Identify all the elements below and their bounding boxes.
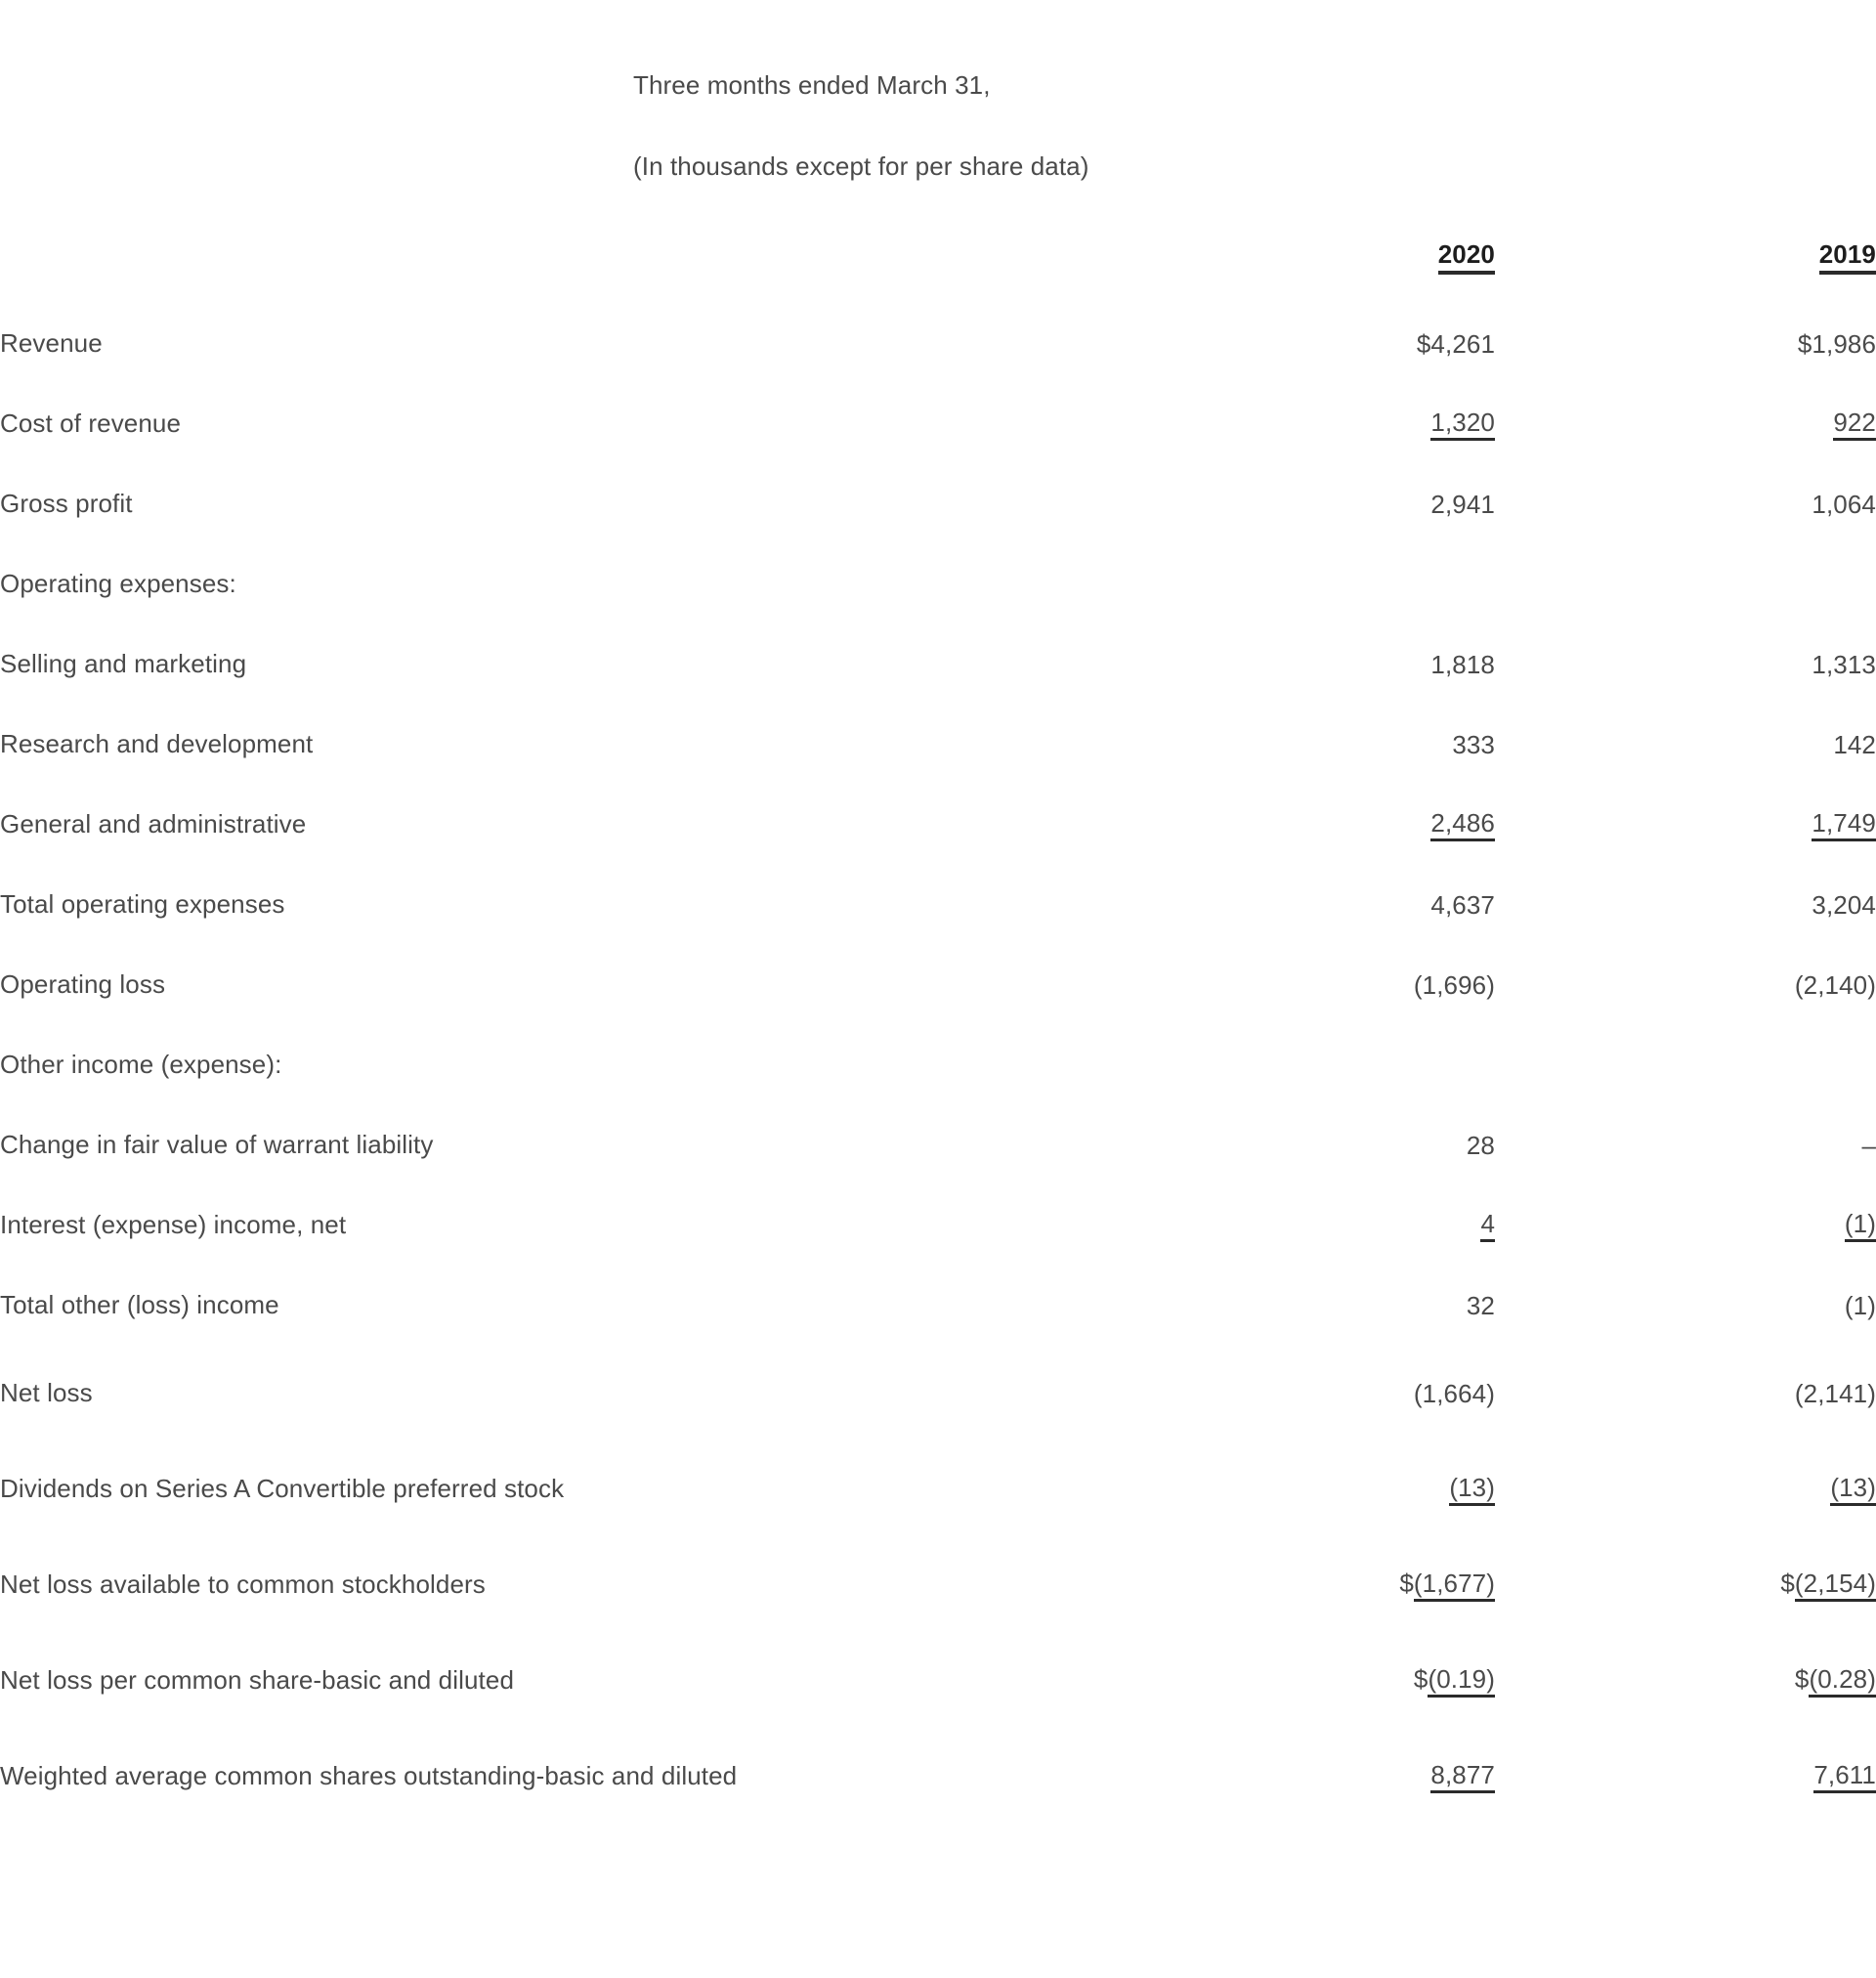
row-value-2020 bbox=[987, 705, 1495, 785]
row-value-2019 bbox=[1495, 1346, 1876, 1441]
table-row bbox=[0, 624, 1876, 705]
row-value-2020-text: 4 bbox=[1480, 1211, 1495, 1242]
row-value-2019-text: (1) bbox=[1844, 1290, 1876, 1320]
table-row-section-heading bbox=[0, 1025, 1876, 1105]
row-value-2020 bbox=[987, 624, 1495, 705]
table-header-row bbox=[0, 210, 1876, 304]
row-value-2019-text: (2,140) bbox=[1794, 969, 1876, 1000]
row-value-2019-text: 142 bbox=[1833, 729, 1876, 759]
row-value-2019 bbox=[1495, 384, 1876, 464]
row-label: Net loss available to common stockholders bbox=[0, 1570, 486, 1600]
row-value-2020-text: 28 bbox=[1466, 1130, 1495, 1160]
table-row bbox=[0, 1441, 1876, 1537]
row-value-2020-text: (13) bbox=[1449, 1475, 1495, 1506]
row-value-2019 bbox=[1495, 1185, 1876, 1266]
column-header-2020 bbox=[987, 210, 1495, 304]
row-value-2020 bbox=[987, 384, 1495, 464]
row-value-2020 bbox=[987, 544, 1495, 624]
row-label: Revenue bbox=[0, 328, 103, 359]
table-row-total bbox=[0, 1266, 1876, 1346]
row-value-2019 bbox=[1495, 304, 1876, 384]
row-value-2019-text: 1,064 bbox=[1812, 489, 1876, 519]
row-value-2020-text: (1,696) bbox=[1413, 969, 1495, 1000]
row-label: Cost of revenue bbox=[0, 408, 182, 439]
row-value-2019 bbox=[1495, 1729, 1876, 1825]
table-row bbox=[0, 1346, 1876, 1441]
row-value-2019-text: $1,986 bbox=[1797, 328, 1876, 359]
row-label: Research and development bbox=[0, 729, 314, 759]
row-value-2020 bbox=[987, 785, 1495, 865]
row-value-2020 bbox=[987, 865, 1495, 945]
table-row bbox=[0, 785, 1876, 865]
currency-symbol: $ bbox=[1794, 1663, 1810, 1694]
row-value-2019-text: (2,154) bbox=[1795, 1570, 1876, 1602]
row-value-2019 bbox=[1495, 1633, 1876, 1729]
row-label: Operating loss bbox=[0, 969, 166, 1000]
row-value-2019 bbox=[1495, 464, 1876, 544]
row-value-2019 bbox=[1495, 544, 1876, 624]
row-label: Weighted average common shares outstanding-basic and diluted bbox=[0, 1761, 738, 1791]
row-value-2019 bbox=[1495, 705, 1876, 785]
table-row bbox=[0, 384, 1876, 464]
table-body bbox=[0, 304, 1876, 1825]
row-label: Change in fair value of warrant liability bbox=[0, 1130, 434, 1160]
table-row bbox=[0, 304, 1876, 384]
row-value-2019 bbox=[1495, 785, 1876, 865]
table-row bbox=[0, 1105, 1876, 1185]
table-row-total bbox=[0, 865, 1876, 945]
row-value-2019 bbox=[1495, 1025, 1876, 1105]
table-row-total bbox=[0, 1537, 1876, 1633]
row-value-2020-text: (1,677) bbox=[1414, 1570, 1495, 1602]
table-row bbox=[0, 1729, 1876, 1825]
row-value-2020 bbox=[987, 945, 1495, 1025]
currency-symbol: $ bbox=[1413, 1663, 1428, 1694]
row-value-2020-text: 1,320 bbox=[1430, 409, 1495, 441]
row-value-2020-text: (1,664) bbox=[1413, 1378, 1495, 1408]
row-value-2019 bbox=[1495, 945, 1876, 1025]
row-value-2019 bbox=[1495, 865, 1876, 945]
row-value-2020 bbox=[987, 1537, 1495, 1633]
row-value-2019 bbox=[1495, 1441, 1876, 1537]
row-value-2020 bbox=[987, 1105, 1495, 1185]
column-header-label bbox=[0, 210, 987, 304]
row-value-2020 bbox=[987, 464, 1495, 544]
row-value-2020-text: 2,941 bbox=[1430, 489, 1495, 519]
statement-units-note: (In thousands except for per share data) bbox=[633, 151, 1089, 181]
row-value-2020 bbox=[987, 1025, 1495, 1105]
column-header-2019 bbox=[1495, 210, 1876, 304]
row-value-2020-text: (0.19) bbox=[1428, 1666, 1495, 1698]
row-value-2019-text: 7,611 bbox=[1813, 1762, 1876, 1793]
row-label: Total other (loss) income bbox=[0, 1290, 279, 1320]
row-value-2020-text: 32 bbox=[1466, 1290, 1495, 1320]
table-row bbox=[0, 1185, 1876, 1266]
row-value-2019-text: (2,141) bbox=[1794, 1378, 1876, 1408]
row-value-2020-text: 4,637 bbox=[1430, 889, 1495, 920]
row-label: Operating expenses: bbox=[0, 569, 236, 599]
row-value-2019-text: – bbox=[1861, 1130, 1876, 1160]
row-label: Gross profit bbox=[0, 489, 133, 519]
row-value-2019-text: (13) bbox=[1830, 1475, 1876, 1506]
row-value-2019 bbox=[1495, 1105, 1876, 1185]
table-row bbox=[0, 464, 1876, 544]
row-value-2020-text: 8,877 bbox=[1430, 1762, 1495, 1793]
table-row bbox=[0, 1633, 1876, 1729]
row-label: Selling and marketing bbox=[0, 649, 247, 679]
row-label: Dividends on Series A Convertible preferred stock bbox=[0, 1474, 565, 1504]
row-label: Net loss per common share-basic and diluted bbox=[0, 1665, 515, 1696]
row-value-2020-text: 2,486 bbox=[1430, 810, 1495, 841]
row-value-2019 bbox=[1495, 1266, 1876, 1346]
row-value-2019-text: 3,204 bbox=[1812, 889, 1876, 920]
row-value-2019-text: 1,313 bbox=[1812, 649, 1876, 679]
row-value-2020 bbox=[987, 304, 1495, 384]
statement-period-heading: Three months ended March 31, bbox=[633, 70, 991, 100]
row-label: Interest (expense) income, net bbox=[0, 1210, 347, 1240]
row-value-2019 bbox=[1495, 1537, 1876, 1633]
row-label: Total operating expenses bbox=[0, 889, 285, 920]
column-header-2020-text: 2020 bbox=[1438, 241, 1495, 274]
row-label: General and administrative bbox=[0, 809, 307, 839]
table-row-section-heading bbox=[0, 544, 1876, 624]
row-value-2020-text: 1,818 bbox=[1430, 649, 1495, 679]
column-header-2019-text: 2019 bbox=[1819, 241, 1876, 274]
row-value-2020 bbox=[987, 1729, 1495, 1825]
row-value-2020 bbox=[987, 1441, 1495, 1537]
row-label: Other income (expense): bbox=[0, 1050, 282, 1080]
row-value-2019-text: (0.28) bbox=[1809, 1666, 1876, 1698]
row-value-2019-text: (1) bbox=[1845, 1211, 1876, 1242]
row-value-2020 bbox=[987, 1266, 1495, 1346]
table-row bbox=[0, 705, 1876, 785]
row-value-2019 bbox=[1495, 624, 1876, 705]
row-label: Net loss bbox=[0, 1378, 93, 1408]
row-value-2019-text: 1,749 bbox=[1812, 810, 1876, 841]
row-value-2020 bbox=[987, 1185, 1495, 1266]
row-value-2020-text: 333 bbox=[1452, 729, 1495, 759]
table-row bbox=[0, 945, 1876, 1025]
row-value-2020 bbox=[987, 1633, 1495, 1729]
currency-symbol: $ bbox=[1399, 1568, 1414, 1598]
income-statement-table bbox=[0, 210, 1876, 1825]
currency-symbol: $ bbox=[1780, 1568, 1795, 1598]
row-value-2020 bbox=[987, 1346, 1495, 1441]
row-value-2020-text: $4,261 bbox=[1416, 328, 1495, 359]
row-value-2019-text: 922 bbox=[1833, 409, 1876, 441]
